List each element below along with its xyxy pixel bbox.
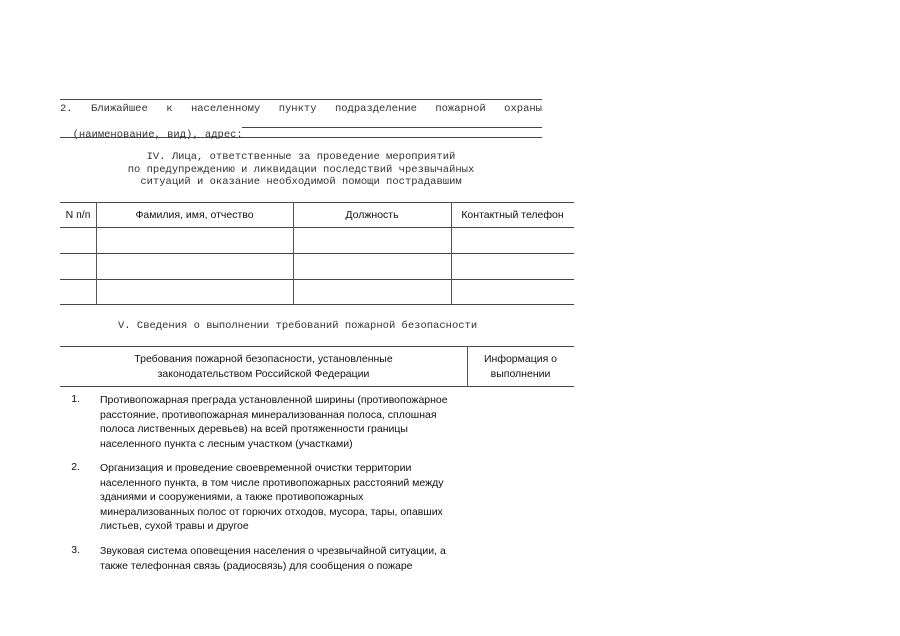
s5-header-requirements <box>60 352 467 381</box>
s5-header-info <box>467 352 574 381</box>
requirement-item <box>60 461 470 534</box>
s4-header-name: Фамилия, имя, отчество <box>135 209 254 221</box>
requirement-item <box>60 544 470 573</box>
requirement-number: 2. <box>71 461 80 473</box>
section2-word: подразделение <box>334 103 417 115</box>
s4-cell[interactable] <box>294 228 450 252</box>
top-blank-line <box>60 99 542 100</box>
s4-header-phone: Контактный телефон <box>461 209 564 221</box>
s5-table-top <box>60 346 574 347</box>
s5-header-info-line2: выполнении <box>490 367 551 380</box>
s4-row-line <box>60 253 574 254</box>
section2-word: к <box>166 103 173 115</box>
section2-blank-line-2[interactable] <box>60 137 542 138</box>
section2-word: 2. <box>60 103 73 115</box>
requirement-line: населенного пункта с лесным участком (участками) <box>100 437 353 450</box>
requirement-text <box>100 393 470 451</box>
s5-header-info-line1: Информация о <box>483 353 558 365</box>
requirement-line: Организация и проведение своевременной очистки территории <box>100 462 412 474</box>
requirement-line: также телефонная связь (радиосвязь) для сообщения о пожаре <box>100 559 413 572</box>
section2-word: пункту <box>278 103 317 115</box>
address-blank-line[interactable] <box>242 127 542 128</box>
section2-word: охраны <box>504 103 542 115</box>
requirement-line: зданиями и сооружениями, а также противопожарных <box>100 491 364 503</box>
requirement-item <box>60 393 470 451</box>
s4-header-num: N п/п <box>65 209 91 221</box>
requirement-line: Звуковая система оповещения населения о чрезвычайной ситуации, а <box>100 545 446 557</box>
s4-cell[interactable] <box>452 228 573 252</box>
requirement-line: Противопожарная преграда установленной ширины (противопожарное <box>100 394 448 406</box>
section4-title-line3: ситуаций и оказание необходимой помощи пострадавшим <box>140 176 462 188</box>
requirement-line: минерализованных полос от горючих отходов, мусора, тары, опавших <box>100 505 443 518</box>
section2-word: пожарной <box>435 103 486 115</box>
requirement-line: населенного пункта, в том числе противопожарных расстояний между <box>100 476 444 489</box>
section2-word: населенному <box>190 103 261 115</box>
requirement-number: 1. <box>71 393 80 405</box>
s5-header-requirements-line1: Требования пожарной безопасности, установленные <box>134 353 393 365</box>
section4-title-line2: по предупреждению и ликвидации последствий чрезвычайных <box>127 163 475 176</box>
section2-word: Ближайшее <box>91 103 148 115</box>
s5-table-header-bottom <box>60 386 574 387</box>
s4-row-line <box>60 279 574 280</box>
requirement-line: листьев, сухой травы и другое <box>100 520 249 532</box>
section2-line1 <box>60 103 542 115</box>
requirement-number: 3. <box>71 544 80 556</box>
s4-header-position: Должность <box>345 209 399 221</box>
section4-title-line1: IV. Лица, ответственные за проведение мероприятий <box>146 151 456 163</box>
requirement-text <box>100 461 470 534</box>
s4-table-bottom <box>60 304 574 305</box>
s4-table-top <box>60 202 574 203</box>
section5-title: V. Сведения о выполнении требований пожарной безопасности <box>118 320 478 332</box>
requirement-line: расстояние, противопожарная минерализованная полоса, сплошная <box>100 408 437 421</box>
requirement-line: полоса лиственных деревьев) на всей протяженности границы <box>100 423 408 435</box>
requirement-text <box>100 544 470 573</box>
section4-title <box>60 151 542 189</box>
s4-cell[interactable] <box>97 228 292 252</box>
section2-address-label: (наименование, вид), адрес: <box>72 129 243 141</box>
s5-header-requirements-line2: законодательством Российской Федерации <box>157 367 370 380</box>
